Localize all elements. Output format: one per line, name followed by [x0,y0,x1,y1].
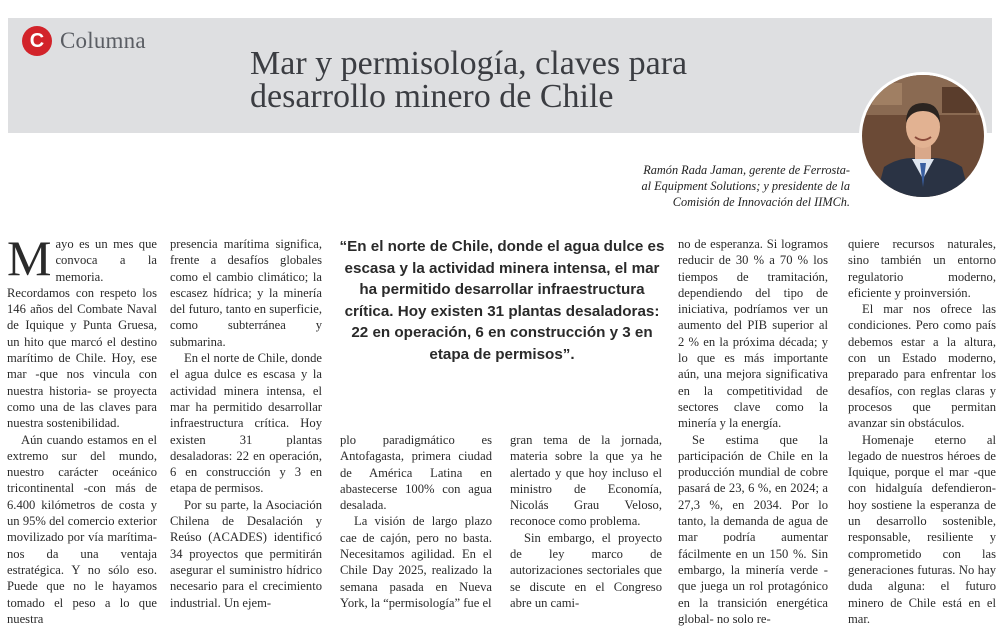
paragraph: plo paradigmático es Antofagasta, primera ciudad de América Latina en abastecerse 100% con agua desalada. [340,433,492,513]
byline-line-3: Comisión de Innovación del IIMCh. [672,195,850,209]
byline-line-1: Ramón Rada Jaman, gerente de Ferrosta- [643,163,850,177]
article-column-1 [7,230,157,627]
paragraph: Homenaje eterno al legado de nuestros héroes de Iquique, porque el mar -que con hidalguía defendieron- hoy sostiene la esperanza de un desarrollo sostenible, responsable, resiliente y comprometido con las generaciones futuras. No hay duda alguna: el futuro minero de Chile está en el mar. [848,432,996,626]
paragraph: Aún cuando estamos en el extremo sur del mundo, nuestro carácter oceánico tricontinental -con más de 6.400 kilómetros de costa y un 95% del comercio exterior movilizado por vía marítima- nos da una ventaja estratégica. Y no sólo eso. Puede que no le hayamos tomado el peso a lo que nuestra [7,432,157,626]
headline: Mar y permisología, claves para desarrollo minero de Chile [250,45,688,115]
article-column-2 [170,236,322,611]
column-badge-icon: C [22,26,52,56]
author-portrait-icon [862,75,984,197]
section-label: Columna [60,28,146,53]
byline-line-2: al Equipment Solutions; y presidente de la [641,179,850,193]
article-column-5 [678,236,828,627]
article-column-3 [340,432,492,611]
author-byline [560,162,850,210]
paragraph-text: ayo es un mes que convoca a la memoria. Recordamos con respeto los 146 años del Combate Naval de Iquique y Punta Gruesa, un hito que marcó el destino marítimo de Chile. Hoy, ese mar -que nos vincula con nuestra historia- se proyecta como una de las claves para nuestra sostenibilidad. [7,237,157,431]
paragraph: En el norte de Chile, donde el agua dulce es escasa y la actividad minera intensa, el mar ha permitido desarrollar infraestructura crítica. Hoy existen 31 plantas desaladoras: 22 en operación, 6 en construcción y 3 en etapa de permisos. [170,351,322,496]
paragraph: presencia marítima significa, frente a desafíos globales como el cambio climático; la escasez hídrica; y la minería del futuro, tanto en superficie, como subterránea y submarina. [170,237,322,349]
paragraph: no de esperanza. Si logramos reducir de 30 % a 70 % los tiempos de tramitación, dependiendo del tipo de iniciativa, podríamos ver un aumento del PIB superior al 2 % en la próxima década; y lo que es más importante aún, una mejora significativa en la competitividad de sectores clave como la minería y la energía. [678,237,828,431]
paragraph: La visión de largo plazo cae de cajón, pero no basta. Necesitamos agilidad. En el Chile Day 2025, realizado la semana pasada en Nueva York, la “permisología” fue el [340,514,492,610]
author-photo [862,75,984,197]
paragraph: El mar nos ofrece las condiciones. Pero como país debemos estar a la altura, con un Estado moderno, preparado para enfrentar los desafíos, con reglas claras y procesos que permitan avanzar sin obstáculos. [848,302,996,431]
article-column-4 [510,432,662,611]
paragraph: gran tema de la jornada, materia sobre la que ya he alertado y que hoy incluso el ministro de Economía, Nicolás Grau Veloso, reconoce como problema. [510,433,662,529]
paragraph: Se estima que la participación de Chile en la producción mundial de cobre pasará de 23, 6 %, en 2024; a 27,3 %, en 2034. Por lo tanto, la demanda de agua de mar podría aumentar fácilmente en un 150 %. Sin embargo, la minería verde -que juega un rol protagónico en la transición energética global- no solo re- [678,432,828,626]
drop-cap: M [7,230,52,286]
paragraph [7,230,157,432]
article-column-6 [848,236,996,627]
paragraph: Sin embargo, el proyecto de ley marco de autorizaciones sectoriales que se discute en el Congreso abre un cami- [510,530,662,610]
paragraph: Por su parte, la Asociación Chilena de Desalación y Reúso (ACADES) identificó 34 proyectos que permitirán asegurar el suministro hídrico necesario para el crecimiento industrial. Un ejem- [170,497,322,610]
paragraph: quiere recursos naturales, sino también un entorno regulatorio moderno, eficiente y proinversión. [848,237,996,300]
pull-quote: “En el norte de Chile, donde el agua dulce es escasa y la actividad minera intensa, el mar ha permitido desarrollar infraestructura crítica. Hoy existen 31 plantas desaladoras: 22 en operación, 6 en construcción y 3 en etapa de permisos”. [339,238,665,363]
